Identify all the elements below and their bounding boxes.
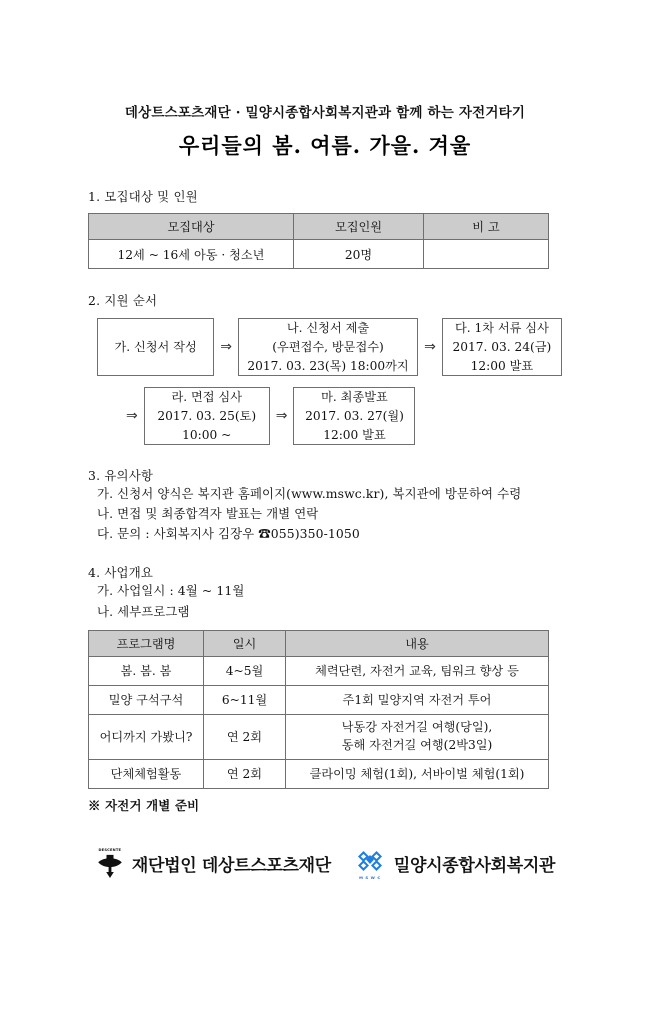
mswc-logo-icon bbox=[353, 848, 387, 880]
col-header-target: 모집대상 bbox=[89, 214, 294, 240]
cell-program-name: 밀양 구석구석 bbox=[89, 685, 204, 714]
document-title-block bbox=[0, 104, 650, 159]
cell-count: 20명 bbox=[294, 240, 424, 269]
col-header-date: 일시 bbox=[204, 630, 286, 656]
cell-program-date: 6~11월 bbox=[204, 685, 286, 714]
flow-step-e-line2: 2017. 03. 27(월) bbox=[305, 408, 404, 423]
section4-heading: 4. 사업개요 bbox=[88, 565, 154, 581]
flow-step-a-line1: 가. 신청서 작성 bbox=[114, 339, 197, 354]
flow-step-c-line3: 12:00 발표 bbox=[470, 358, 534, 373]
table-row bbox=[89, 240, 549, 269]
flow-step-a bbox=[97, 318, 214, 376]
cell-program-content bbox=[286, 714, 549, 759]
table-header-row bbox=[89, 214, 549, 240]
bicycle-note: ※ 자전거 개별 준비 bbox=[88, 797, 200, 813]
flow-step-e-line1: 마. 최종발표 bbox=[321, 389, 388, 404]
flow-step-b-line3: 2017. 03. 23(목) 18:00까지 bbox=[247, 358, 409, 373]
flow-step-e-line3: 12:00 발표 bbox=[323, 427, 386, 442]
cell-program-date: 연 2회 bbox=[204, 759, 286, 788]
cell-content-line1: 낙동강 자전거길 여행(당일), bbox=[341, 719, 493, 734]
recruitment-table bbox=[88, 213, 549, 269]
arrow-right-icon: ⇒ bbox=[126, 408, 138, 425]
section-notices bbox=[88, 466, 562, 544]
cell-target: 12세 ~ 16세 아동 · 청소년 bbox=[89, 240, 294, 269]
table-row bbox=[89, 656, 549, 685]
flow-step-b-line1: 나. 신청서 제출 bbox=[286, 320, 370, 335]
cell-program-name: 단체체험활동 bbox=[89, 759, 204, 788]
section-overview bbox=[88, 563, 562, 813]
descente-logo-icon bbox=[95, 848, 125, 880]
mswc-wordmark: M S W C bbox=[359, 874, 381, 880]
flow-step-d-line1: 라. 면접 심사 bbox=[171, 389, 242, 404]
flow-step-b-line2: (우편접수, 방문접수) bbox=[272, 339, 384, 354]
cell-content-line2: 동해 자전거길 여행(2박3일) bbox=[341, 737, 493, 752]
document-page bbox=[0, 104, 650, 1023]
col-header-count: 모집인원 bbox=[294, 214, 424, 240]
descente-wordmark: DESCENTE bbox=[98, 847, 122, 852]
cell-program-name: 봄. 봄. 봄 bbox=[89, 656, 204, 685]
flow-step-c bbox=[442, 318, 562, 376]
logo-mswc bbox=[353, 848, 555, 880]
col-header-remarks: 비 고 bbox=[424, 214, 549, 240]
mswc-name: 밀양시종합사회복지관 bbox=[393, 856, 556, 877]
table-header-row bbox=[89, 630, 549, 656]
section3-heading: 3. 유의사항 bbox=[88, 468, 154, 484]
flow-step-c-line2: 2017. 03. 24(금) bbox=[452, 339, 552, 354]
logo-descente-foundation bbox=[95, 848, 331, 880]
col-header-content: 내용 bbox=[286, 630, 549, 656]
arrow-right-icon: ⇒ bbox=[275, 408, 288, 425]
cell-program-name: 어디까지 가봤니? bbox=[89, 714, 204, 759]
descente-foundation-name: 재단법인 데상트스포츠재단 bbox=[131, 856, 331, 877]
section2-heading: 2. 지원 순서 bbox=[88, 293, 158, 309]
table-row bbox=[89, 759, 549, 788]
cell-program-date: 연 2회 bbox=[204, 714, 286, 759]
flow-step-e bbox=[293, 387, 415, 445]
flow-row-second bbox=[120, 387, 562, 445]
section1-heading: 1. 모집대상 및 인원 bbox=[88, 189, 198, 205]
overview-period: 가. 사업일시 : 4월 ~ 11월 bbox=[97, 583, 245, 599]
document-subtitle: 데상트스포츠재단 · 밀양시종합사회복지관과 함께 하는 자전거타기 bbox=[124, 105, 526, 121]
cell-program-content: 주1회 밀양지역 자전거 투어 bbox=[286, 685, 549, 714]
page-title: 우리들의 봄. 여름. 가을. 겨울 bbox=[178, 132, 472, 158]
program-table bbox=[88, 630, 549, 789]
cell-program-content: 체력단련, 자전거 교육, 팀워크 향상 등 bbox=[286, 656, 549, 685]
arrow-right-icon: ⇒ bbox=[220, 339, 232, 356]
col-header-program: 프로그램명 bbox=[89, 630, 204, 656]
section-application-flow bbox=[88, 291, 562, 445]
notice-item-a: 가. 신청서 양식은 복지관 홈페이지(www.mswc.kr), 복지관에 방문하여 수령 bbox=[97, 486, 522, 502]
section-recruitment bbox=[88, 187, 562, 269]
notice-item-b: 나. 면접 및 최종합격자 발표는 개별 연락 bbox=[97, 506, 319, 522]
flow-step-d-line3: 10:00 ~ bbox=[182, 427, 232, 442]
footer-logos bbox=[0, 848, 650, 880]
table-row bbox=[89, 685, 549, 714]
flow-step-d bbox=[144, 387, 270, 445]
arrow-right-icon: ⇒ bbox=[424, 339, 436, 356]
notice-item-c: 다. 문의 : 사회복지사 김장우 ☎055)350-1050 bbox=[97, 526, 360, 542]
flow-row-first bbox=[97, 318, 562, 376]
flow-step-d-line2: 2017. 03. 25(토) bbox=[157, 408, 257, 423]
flow-step-c-line1: 다. 1차 서류 심사 bbox=[454, 320, 549, 335]
flow-step-b bbox=[238, 318, 418, 376]
cell-program-content: 클라이밍 체험(1회), 서바이벌 체험(1회) bbox=[286, 759, 549, 788]
overview-programs-label: 나. 세부프로그램 bbox=[97, 603, 190, 619]
cell-remarks bbox=[424, 240, 549, 269]
table-row bbox=[89, 714, 549, 759]
cell-program-date: 4~5월 bbox=[204, 656, 286, 685]
